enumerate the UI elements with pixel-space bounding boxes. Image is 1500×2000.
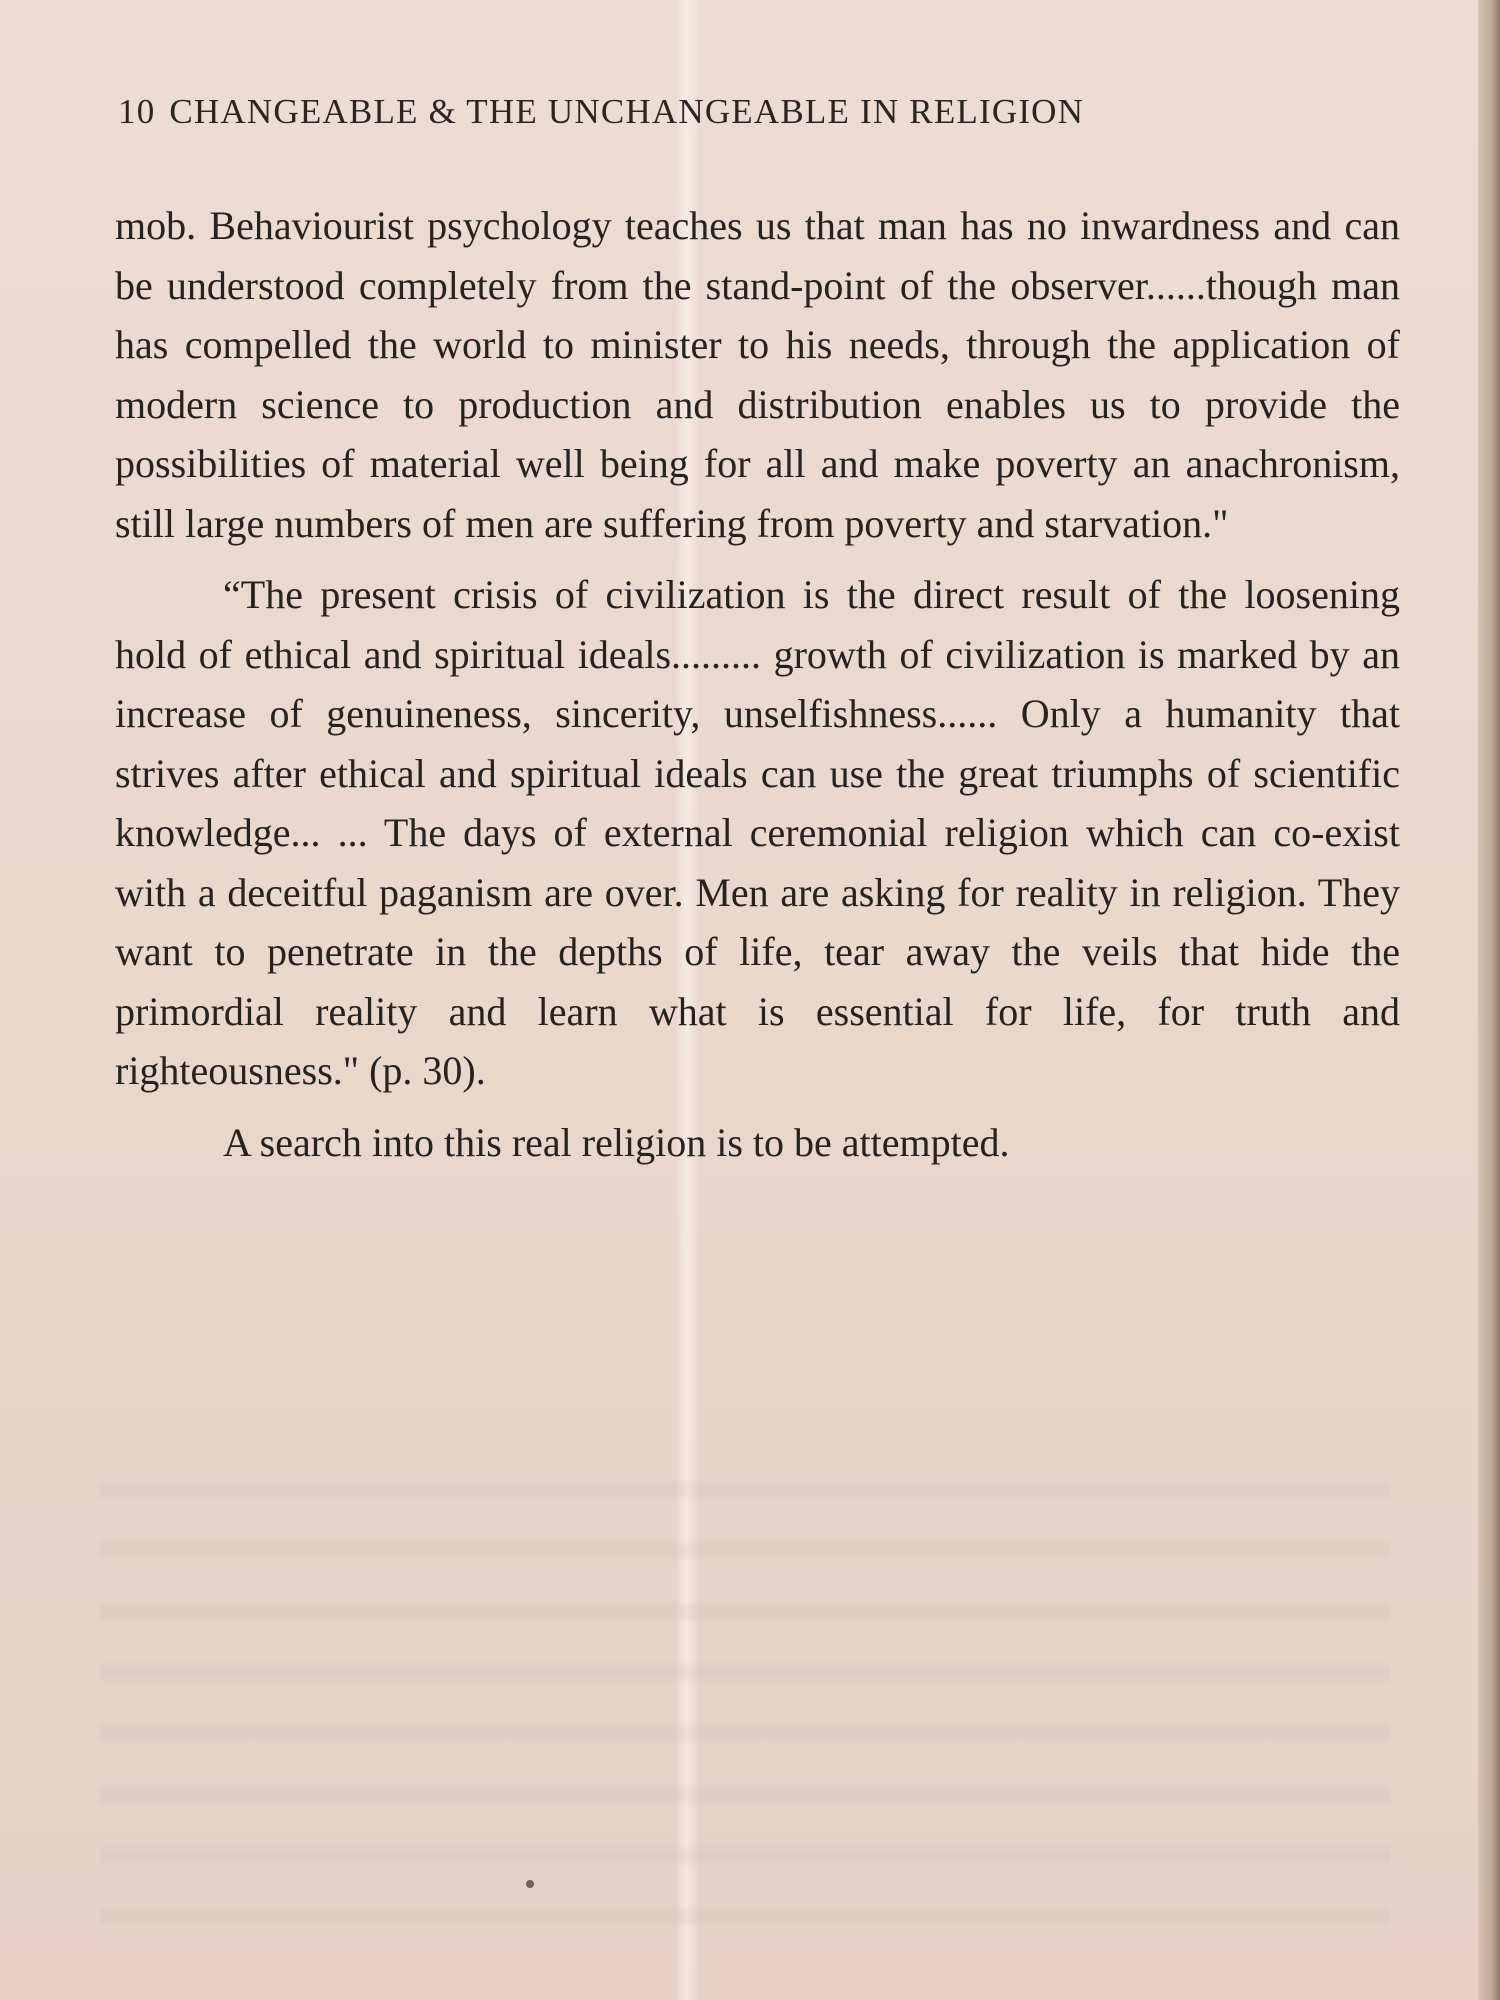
show-through-text — [100, 1445, 1390, 1965]
page-number: 10 — [118, 92, 156, 131]
running-head — [118, 92, 1358, 132]
body-text — [115, 196, 1400, 1172]
page-edge — [1478, 0, 1500, 2000]
paragraph-continuation: mob. Behaviourist psychology teaches us that man has no inwardness and can be understood completely from the stand-point of the observer......though man has compelled the world to minister to his needs, through the application of modern science to production and distribution enables us to provide the possibilities of material well being for all and make poverty an anachronism, still large numbers of men are suffering from poverty and starvation." — [115, 203, 1400, 546]
running-head-title: CHANGEABLE & THE UNCHANGEABLE IN RELIGION — [169, 92, 1085, 131]
ink-speck — [526, 1880, 534, 1888]
paragraph-quotation: “The present crisis of civilization is the direct result of the loosening hold of ethical and spiritual ideals......... growth of civilization is marked by an increase of genuineness, sincerity, unselfishness...... Only a humanity that strives after ethical and spiritual ideals can use the great triumphs of scientific knowledge... ... The days of external ceremonial religion which can co-exist with a deceitful paganism are over. Men are asking for reality in religion. They want to penetrate in the depths of life, tear away the veils that hide the primordial reality and learn what is essential for life, for truth and righteousness." (p. 30). — [115, 572, 1400, 1093]
paragraph-closing: A search into this real religion is to be attempted. — [223, 1119, 1010, 1165]
